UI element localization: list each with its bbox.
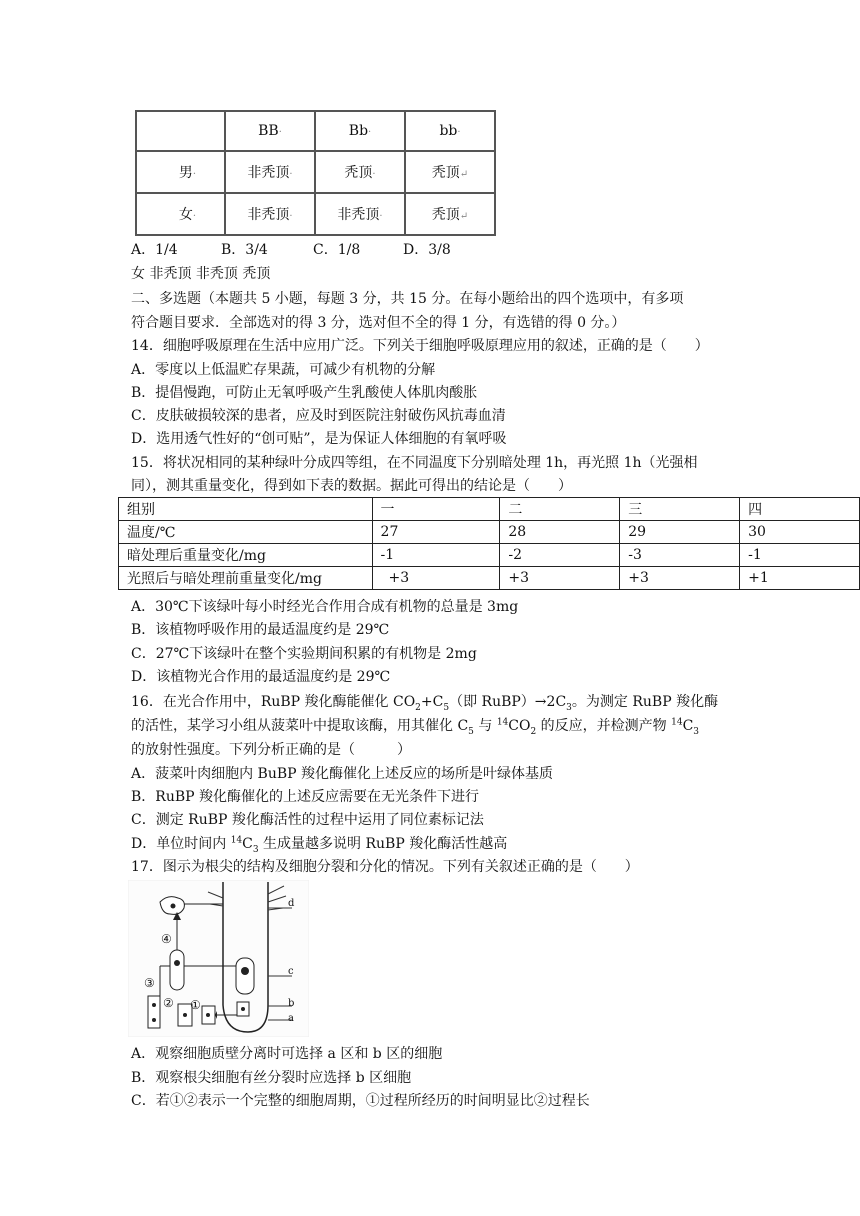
q13-option-d: D．3/8 bbox=[403, 242, 451, 258]
q15-option-c: C．27℃下该绿叶在整个实验期间积累的有机物是 2mg bbox=[131, 646, 477, 662]
table-row bbox=[119, 521, 860, 544]
stray-line: 女 非秃顶 非秃顶 秃顶 bbox=[131, 266, 271, 282]
q15-stem: 15．将状况相同的某种绿叶分成四等组，在不同温度下分别暗处理 1h，再光照 1h（光强相 bbox=[131, 455, 698, 471]
figure-label-2: ② bbox=[163, 996, 174, 1010]
genotype-header-Bb: Bb· bbox=[315, 111, 405, 151]
root-tip-figure bbox=[128, 880, 309, 1037]
q15-option-a: A．30℃下该绿叶每小时经光合作用合成有机物的总量是 3mg bbox=[131, 599, 519, 615]
table-cell: -1 bbox=[740, 544, 860, 567]
q14-option-d: D．选用透气性好的“创可贴”，是为保证人体细胞的有氧呼吸 bbox=[131, 431, 507, 447]
table-cell: 30 bbox=[740, 521, 860, 544]
q17-stem: 17．图示为根尖的结构及细胞分裂和分化的情况。下列有关叙述正确的是（ ） bbox=[131, 859, 639, 875]
q16-stem-cont: 的活性，某学习小组从菠菜叶中提取该酶，用其催化 $C_5$ 与 $^{14}CO_2$ 的反应，并检测产物 $^{14}C_3$ bbox=[131, 717, 700, 737]
table-cell: -2 bbox=[500, 544, 620, 567]
genotype-cell: 非秃顶· bbox=[225, 151, 315, 193]
q13-option-c: C．1/8 bbox=[313, 242, 361, 258]
q16-stem-end: 的放射性强度。下列分析正确的是（ ） bbox=[131, 742, 411, 758]
figure-label-d: d bbox=[288, 898, 295, 909]
table-cell: +3 bbox=[372, 567, 500, 590]
genotype-cell: 秃顶↵ bbox=[405, 151, 495, 193]
q17-option-a: A．观察细胞质壁分离时可选择 a 区和 b 区的细胞 bbox=[131, 1046, 443, 1062]
genotype-header-bb: bb· bbox=[405, 111, 495, 151]
q16-option-a: A．菠菜叶肉细胞内 BuBP 羧化酶催化上述反应的场所是叶绿体基质 bbox=[131, 766, 554, 782]
q13-option-a: A．1/4 bbox=[131, 242, 178, 258]
table-row bbox=[119, 498, 860, 521]
figure-label-a: a bbox=[288, 1013, 294, 1024]
genotype-row-label-female: 女· bbox=[136, 193, 225, 235]
table-cell: 29 bbox=[620, 521, 740, 544]
q17-option-b: B．观察根尖细胞有丝分裂时应选择 b 区细胞 bbox=[131, 1070, 412, 1086]
genotype-header-BB: BB· bbox=[225, 111, 315, 151]
table-cell: 28 bbox=[500, 521, 620, 544]
genotype-row-label-male: 男· bbox=[136, 151, 225, 193]
genotype-cell: 非秃顶· bbox=[315, 193, 405, 235]
genotype-cell: 秃顶· bbox=[315, 151, 405, 193]
table-cell: 温度/℃ bbox=[119, 521, 373, 544]
figure-label-b: b bbox=[288, 998, 295, 1009]
q14-option-b: B．提倡慢跑，可防止无氧呼吸产生乳酸使人体肌肉酸胀 bbox=[131, 385, 478, 401]
genotype-cell: 非秃顶· bbox=[225, 193, 315, 235]
section-heading-cont: 符合题目要求．全部选对的得 3 分，选对但不全的得 1 分，有选错的得 0 分。） bbox=[131, 315, 626, 331]
q13-option-b: B．3/4 bbox=[221, 242, 268, 258]
table-cell: 二 bbox=[500, 498, 620, 521]
q16-option-d: D．单位时间内 $^{14}C_3$ 生成量越多说明 RuBP 羧化酶活性越高 bbox=[131, 835, 508, 855]
q17-option-c: C．若①②表示一个完整的细胞周期，①过程所经历的时间明显比②过程长 bbox=[131, 1093, 590, 1109]
table-cell: 四 bbox=[740, 498, 860, 521]
q16-option-b: B．RuBP 羧化酶催化的上述反应需要在无光条件下进行 bbox=[131, 789, 480, 805]
q15-option-d: D．该植物光合作用的最适温度约是 29℃ bbox=[131, 669, 391, 685]
table-cell: 三 bbox=[620, 498, 740, 521]
q14-option-a: A．零度以上低温贮存果蔬，可减少有机物的分解 bbox=[131, 362, 436, 378]
q16-option-c: C．测定 RuBP 羧化酶活性的过程中运用了同位素标记法 bbox=[131, 812, 484, 828]
figure-label-1: ① bbox=[190, 998, 201, 1012]
table-cell: +3 bbox=[500, 567, 620, 590]
figure-label-4: ④ bbox=[161, 932, 172, 946]
table-cell: -1 bbox=[372, 544, 500, 567]
genotype-table bbox=[135, 110, 496, 236]
table-cell: -3 bbox=[620, 544, 740, 567]
figure-label-c: c bbox=[288, 966, 294, 977]
table-cell: +3 bbox=[620, 567, 740, 590]
q14-stem: 14．细胞呼吸原理在生活中应用广泛。下列关于细胞呼吸原理应用的叙述，正确的是（ ） bbox=[131, 338, 709, 354]
genotype-cell: 秃顶↵ bbox=[405, 193, 495, 235]
table-cell: 组别 bbox=[119, 498, 373, 521]
q13-options bbox=[131, 240, 451, 260]
table-cell: 暗处理后重量变化/mg bbox=[119, 544, 373, 567]
section-heading: 二、多选题（本题共 5 小题，每题 3 分，共 15 分。在每小题给出的四个选项中，有多项 bbox=[131, 291, 684, 307]
table-row bbox=[119, 567, 860, 590]
table-cell: +1 bbox=[740, 567, 860, 590]
table-cell: 光照后与暗处理前重量变化/mg bbox=[119, 567, 373, 590]
q14-option-c: C．皮肤破损较深的患者，应及时到医院注射破伤风抗毒血清 bbox=[131, 408, 506, 424]
table-cell: 27 bbox=[372, 521, 500, 544]
q15-data-table bbox=[118, 497, 860, 590]
table-row bbox=[119, 544, 860, 567]
q16-stem: 16．在光合作用中，RuBP 羧化酶能催化 $CO_2+C_5$（即 $RuBP)\to 2C_3$。为测定 RuBP 羧化酶 bbox=[131, 694, 719, 713]
figure-label-3: ③ bbox=[144, 976, 155, 990]
table-cell: 一 bbox=[372, 498, 500, 521]
q15-option-b: B．该植物呼吸作用的最适温度约是 29℃ bbox=[131, 622, 390, 638]
genotype-header-empty bbox=[136, 111, 225, 151]
q15-stem-cont: 同），测其重量变化，得到如下表的数据。据此可得出的结论是（ ） bbox=[131, 478, 572, 494]
